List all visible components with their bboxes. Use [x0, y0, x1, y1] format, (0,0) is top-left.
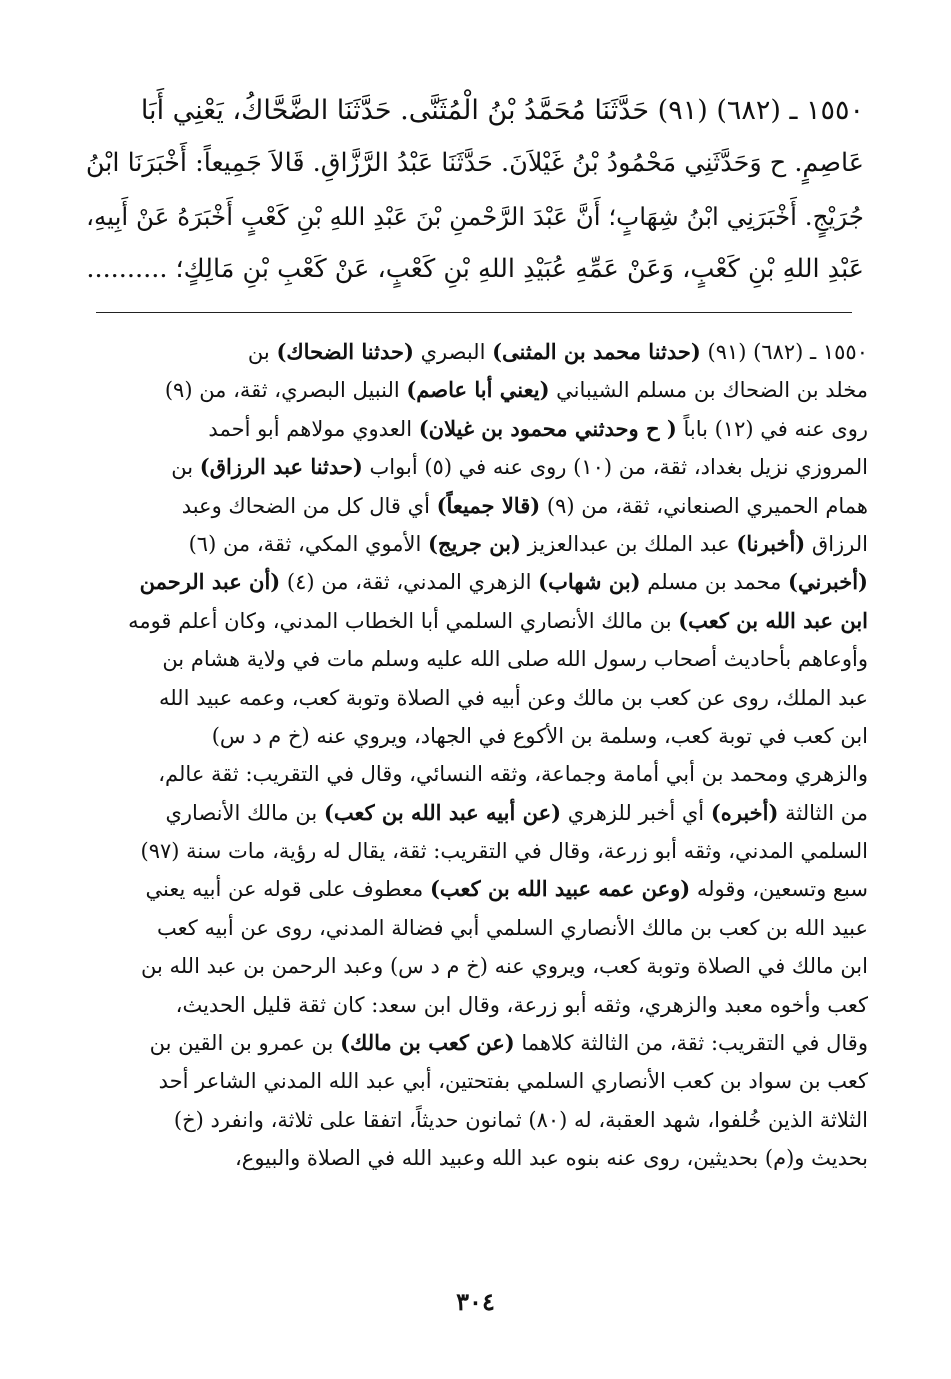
commentary-line	[78, 794, 868, 832]
text-span: بن مالك الأنصاري	[165, 800, 324, 825]
bold-quote-span: (بن جريج)	[427, 530, 521, 556]
commentary-line	[78, 679, 868, 717]
text-span: أي قال كل من الضحاك وعبد	[181, 493, 437, 518]
bold-quote-span: (يعني أبا عاصم)	[406, 377, 550, 403]
text-span: بن	[171, 455, 200, 480]
text-span: بن	[247, 340, 277, 364]
text-span: كعب وأخوه معبد والزهري، وثقه أبو زرعة، وقال ابن سعد: كان ثقة قليل الحديث،	[175, 992, 868, 1017]
commentary-line	[78, 909, 868, 947]
commentary-line	[78, 602, 868, 640]
hadith-line: ١٥٥٠ ـ (٦٨٢) (٩١) حَدَّثَنَا مُحَمَّدُ بْنُ الْمُثَنَّى. حَدَّثَنَا الضَّحَّاكُ، يَعْنِي أَبَا	[140, 95, 864, 126]
commentary-line	[78, 870, 868, 908]
bold-quote-span: (أخبره)	[710, 799, 779, 825]
page-number: ٣٠٤	[456, 1287, 495, 1316]
text-span: أي أخبر للزهري	[561, 800, 711, 825]
bold-quote-span: (عن أبيه عبد الله بن كعب)	[323, 799, 562, 825]
bold-quote-span: (حدثنا محمد بن المثنى)	[492, 339, 701, 364]
text-span: ابن كعب في توبة كعب، وسلمة بن الأكوع في الجهاد، ويروي عنه (خ م د س)	[211, 723, 868, 748]
bold-quote-span: (أخبرنا)	[736, 530, 806, 556]
commentary-line	[78, 333, 868, 371]
text-span: المروزي نزيل بغداد، ثقة، من (١٠) روى عنه في (٥) أبواب	[362, 455, 868, 480]
bold-quote-span: (بن شهاب)	[538, 569, 641, 595]
bold-quote-span: (حدثنا الضحاك)	[276, 339, 414, 364]
bold-quote-span: (عن كعب بن مالك)	[340, 1030, 515, 1056]
text-span: البصري	[413, 340, 493, 364]
text-span: والزهري ومحمد بن أبي أمامة وجماعة، وثقه النسائي، وقال في التقريب: ثقة عالم،	[158, 762, 868, 787]
text-span: ١٥٥٠ ـ (٦٨٢) (٩١)	[700, 340, 868, 364]
hadith-line: جُرَيْجٍ. أَخْبَرَنِي ابْنُ شِهَابٍ؛ أَنَّ عَبْدَ الرَّحْمنِ بْنَ عَبْدِ اللهِ بْنِ كَعْبٍ أَخْبَرَهُ عَنْ أَبِيهِ،	[86, 202, 864, 231]
text-span: عبد الملك، روى عن كعب بن مالك وعن أبيه في الصلاة وتوبة كعب، وعمه عبيد الله	[158, 685, 868, 710]
text-span: عبد الملك بن عبدالعزيز	[520, 531, 737, 556]
text-span: بن مالك الأنصاري السلمي أبا الخطاب المدني، وكان أعلم قومه	[128, 608, 679, 633]
commentary-line	[78, 947, 868, 985]
commentary-line	[78, 448, 868, 486]
bold-quote-span: (وعن عمه عبيد الله بن كعب)	[429, 876, 691, 902]
text-span: عبيد الله بن كعب بن مالك الأنصاري السلمي أبي فضالة المدني، روى عن أبيه كعب	[157, 915, 868, 940]
text-span: سبع وتسعين، وقوله	[690, 877, 868, 902]
text-span: الرزاق	[805, 531, 868, 556]
bold-quote-span: (أخبرني)	[788, 569, 868, 595]
commentary-line	[78, 410, 868, 448]
bold-quote-span: (حدثنا عبد الرزاق)	[199, 454, 363, 480]
text-span: روى عنه في (١٢) باباً	[676, 416, 868, 441]
commentary-line	[78, 525, 868, 563]
text-span: مخلد بن الضحاك بن مسلم الشيباني	[549, 378, 868, 403]
text-span: بن عمرو بن القين بن	[149, 1031, 341, 1056]
commentary-line	[78, 487, 868, 525]
text-span: محمد بن مسلم	[640, 570, 789, 595]
text-span: العدوي مولاهم أبو أحمد	[208, 416, 419, 441]
commentary-line	[78, 1062, 868, 1100]
hadith-line: عَبْدِ اللهِ بْنِ كَعْبٍ، وَعَنْ عَمِّهِ عُبَيْدِ اللهِ بْنِ كَعْبٍ، عَنْ كَعْبِ بْنِ مَالِكٍ؛ ..........	[86, 254, 864, 284]
text-span: همام الحميري الصنعاني، ثقة، من (٩)	[540, 493, 868, 518]
bold-quote-span: (قالا جميعاً)	[436, 492, 541, 518]
hadith-text	[82, 84, 864, 296]
text-span: السلمي المدني، وثقه أبو زرعة، وقال في التقريب: ثقة، يقال له رؤية، مات سنة (٩٧)	[140, 839, 868, 864]
commentary-line	[78, 640, 868, 678]
commentary-text	[78, 333, 868, 1178]
commentary-line	[78, 1139, 868, 1177]
text-span: كعب بن سواد بن كعب الأنصاري السلمي بفتحتين، أبي عبد الله المدني الشاعر أحد	[158, 1069, 868, 1094]
commentary-line	[78, 717, 868, 755]
hadith-line: عَاصِمٍ. ح وَحَدَّثَنِي مَحْمُودُ بْنُ غَيْلاَنَ. حَدَّثَنَا عَبْدُ الرَّزَّاقِ. قَالاَ جَمِيعاً: أَخْبَرَنَا ابْنُ	[85, 148, 864, 178]
text-span: معطوف على قوله عن أبيه يعني	[145, 877, 430, 902]
commentary-line	[78, 986, 868, 1024]
text-span: بحديث و(م) بحديثين، روى عنه بنوه عبد الله وعبيد الله في الصلاة والبيوع،	[235, 1146, 868, 1171]
text-span: وقال في التقريب: ثقة، من الثالثة كلاهما	[514, 1031, 868, 1056]
text-span: الزهري المدني، ثقة، من (٤)	[280, 570, 539, 595]
text-span: ابن مالك في الصلاة وتوبة كعب، ويروي عنه (خ م د س) وعبد الرحمن بن عبد الله بن	[140, 954, 868, 979]
commentary-line	[78, 1101, 868, 1139]
commentary-line	[78, 1024, 868, 1062]
text-span: الأموي المكي، ثقة، من (٦)	[188, 531, 428, 556]
text-span: من الثالثة	[778, 800, 868, 825]
commentary-line	[78, 371, 868, 409]
bold-quote-span: ابن عبد الله بن كعب)	[678, 607, 868, 633]
commentary-line	[78, 755, 868, 793]
text-span: النبيل البصري، ثقة، من (٩)	[164, 378, 407, 403]
commentary-line	[78, 832, 868, 870]
bold-quote-span: ( ح وحدثني محمود بن غيلان)	[418, 415, 677, 441]
text-span: الثلاثة الذين خُلفوا، شهد العقبة، له (٨٠) ثمانون حديثاً، اتفقا على ثلاثة، وانفرد (خ)	[173, 1107, 868, 1132]
commentary-line	[78, 563, 868, 601]
section-divider	[96, 312, 852, 313]
bold-quote-span: (أن عبد الرحمن	[139, 569, 281, 595]
text-span: وأوعاهم بأحاديث أصحاب رسول الله صلى الله عليه وسلم مات في ولاية هشام بن	[162, 647, 868, 672]
